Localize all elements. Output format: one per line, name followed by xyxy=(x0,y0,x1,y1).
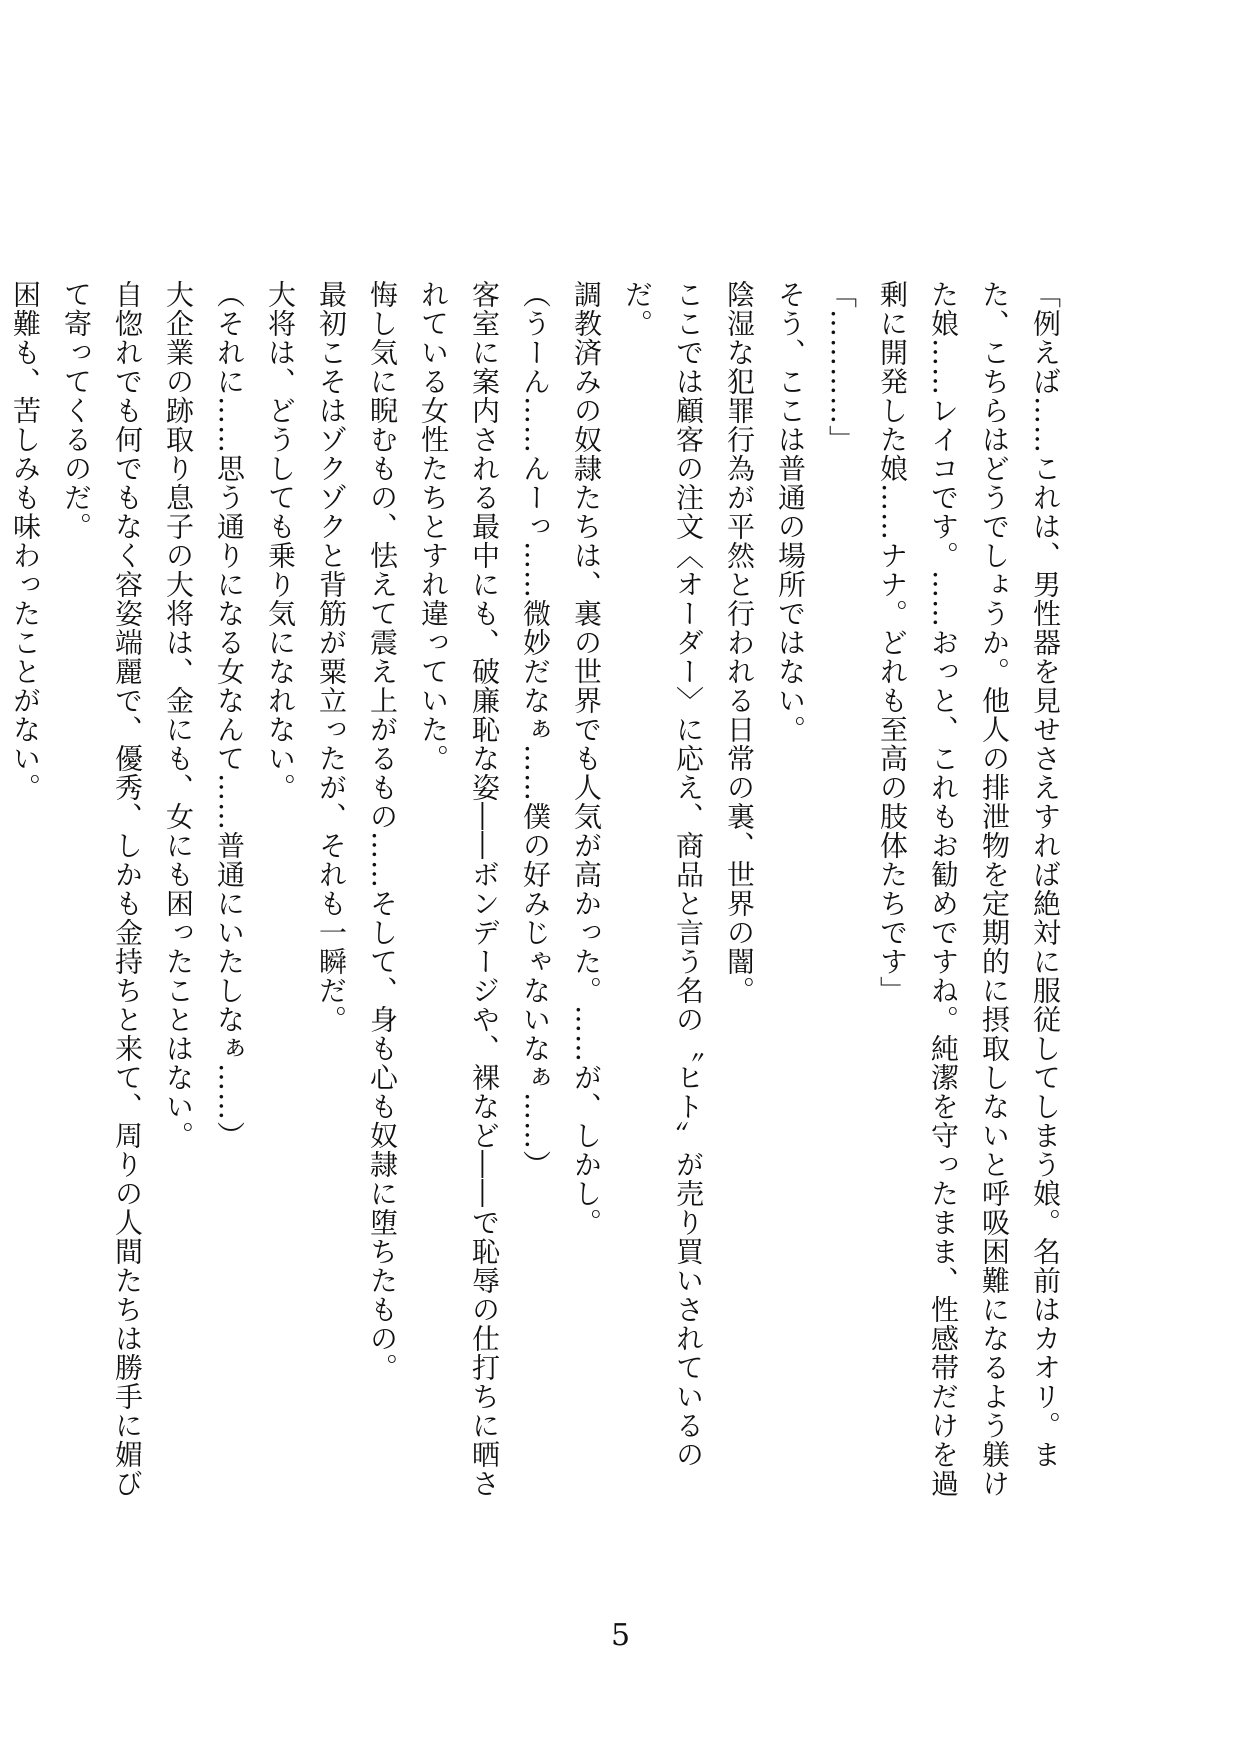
paragraph-2: 「…………」 xyxy=(825,280,858,454)
paragraph-7: （うーん……んーっ……微妙だなぁ……僕の好みじゃないなぁ……） xyxy=(519,280,552,1179)
page-number: 5 xyxy=(610,1618,631,1653)
paragraph-1: 「例えば……これは、男性器を見せさえすれば絶対に服従してしまう娘。名前はカオリ。また、こちらはどうでしょうか。他人の排泄物を定期的に摂取しないと呼吸困難になるよう躾けた娘……レイコです。……おっと、これもお勧めですね。純潔を守ったまま、性感帯だけを過剰に開発した娘……ナナ。どれも至高の肢体たちです」 xyxy=(876,280,1062,1498)
paragraph-8: 客室に案内される最中にも、破廉恥な姿――ボンデージや、裸など――で恥辱の仕打ちに晒されている女性たちとすれ違っていた。 xyxy=(417,280,501,1498)
paragraph-5: ここでは顧客の注文〈オーダー〉に応え、商品と言う名の〝ヒト〟が売り買いされているのだ。 xyxy=(621,280,705,1469)
paragraph-4: 陰湿な犯罪行為が平然と行われる日常の裏、世界の闇。 xyxy=(723,280,756,1005)
paragraph-9: 悔し気に睨むもの、怯えて震え上がるもの……そして、身も心も奴隷に堕ちたもの。 xyxy=(366,280,399,1382)
paragraph-11: 大将は、どうしても乗り気になれない。 xyxy=(264,280,297,802)
paragraph-10: 最初こそはゾクゾクと背筋が粟立ったが、それも一瞬だ。 xyxy=(315,280,348,1034)
paragraph-12: （それに……思う通りになる女なんて……普通にいたしなぁ……） xyxy=(213,280,246,1150)
paragraph-15: 困難も、苦しみも味わったことがない。 xyxy=(9,280,42,802)
paragraph-6: 調教済みの奴隷たちは、裏の世界でも人気が高かった。……が、しかし。 xyxy=(570,280,603,1237)
vertical-text-body xyxy=(0,280,1071,1520)
paragraph-13: 大企業の跡取り息子の大将は、金にも、女にも困ったことはない。 xyxy=(162,280,195,1150)
paragraph-3: そう、ここは普通の場所ではない。 xyxy=(774,280,807,744)
paragraph-14: 自惚れでも何でもなく容姿端麗で、優秀、しかも金持ちと来て、周りの人間たちは勝手に媚びて寄ってくるのだ。 xyxy=(60,280,144,1498)
